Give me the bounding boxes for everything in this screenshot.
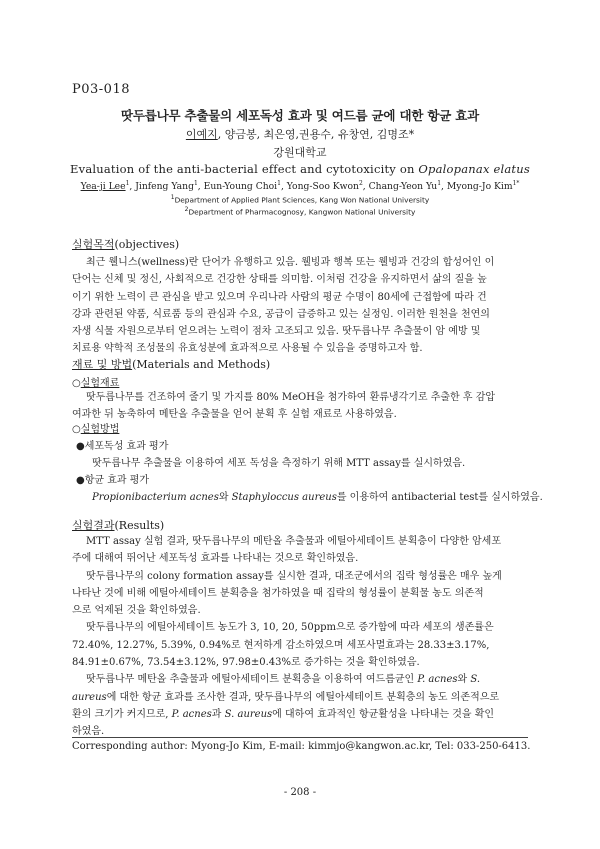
results-p4-species: P. acnes (417, 674, 458, 686)
filled-bullet-icon: ● (76, 475, 85, 486)
species-p-acnes: Propionibacterium acnes (92, 492, 219, 503)
bullet-cytotoxicity (76, 437, 168, 452)
objectives-heading-ko: 실험목적 (72, 238, 115, 251)
bullet-antibacterial-text (92, 488, 543, 503)
bullet-antibacterial (76, 471, 149, 486)
results-p4-text: 환의 크기가 커지므로, (72, 708, 172, 720)
filled-bullet-icon: ● (76, 441, 85, 452)
results-line: 주에 대해여 뛰어난 세포독성 효과를 나타내는 것으로 확인하였음. (72, 553, 359, 565)
materials-line: 여과한 뒤 농축하여 메탄올 추출물을 얻어 분획 후 실험 재료로 사용하였음. (72, 409, 397, 421)
abstract-code: P03-018 (72, 82, 130, 97)
author-en-4: Yong-Soo Kwon (286, 181, 359, 193)
bullet-cytotoxicity-text: 땃두릅나무 추출물을 이용하여 세포 독성을 측정하기 위해 MTT assay를 실시하였음. (92, 458, 466, 469)
circle-bullet-icon: ○ (72, 424, 81, 435)
bullet-cytotoxicity-label: 세포독성 효과 평가 (84, 441, 169, 452)
title-english (0, 162, 600, 176)
title-english-prefix: Evaluation of the anti-bacterial effect and cytotoxicity on (70, 162, 419, 176)
department-1 (0, 194, 600, 204)
results-line: 84.91±0.67%, 73.54±3.12%, 97.98±0.43%로 증가하는 것을 확인하였음. (72, 657, 420, 669)
objectives-line: 이기 위한 노력이 큰 관심을 받고 있으며 우리나라 사람의 평균 수명이 80세에 근접함에 따라 건 (72, 291, 487, 303)
results-body (72, 533, 542, 741)
author-en-1: Yea-ji Lee (80, 181, 126, 193)
circle-bullet-icon: ○ (72, 378, 81, 389)
title-korean: 땃두릅나무 추출물의 세포독성 효과 및 여드름 균에 대한 항균 효과 (121, 108, 479, 123)
objectives-line: 최근 웰니스(wellness)란 단어가 유행하고 있음. 웰빙과 행복 또는 웰빙과 건강의 합성어인 이 (86, 257, 495, 268)
objectives-line: 강과 관련된 약품, 식료품 등의 관심과 수요, 공급이 급증하고 있는 실정임. 이러한 원천을 천연의 (72, 308, 490, 320)
results-line: 72.40%, 12.27%, 5.39%, 0.94%로 현저하게 감소하였으며 세포사멸효과는 28.33±3.17%, (72, 639, 490, 651)
objectives-line: 단어는 신체 및 정신, 사회적으로 건강한 상태를 의미함. 이처럼 건강을 유지하면서 삶의 질을 높 (72, 274, 487, 286)
objectives-heading-en: (objectives) (114, 238, 180, 251)
author-en-1-sup: 1 (125, 180, 130, 187)
materials-label-text: 실험재료 (80, 378, 120, 389)
footer-divider (72, 737, 528, 738)
methods-heading (72, 356, 270, 372)
authors-korean (0, 126, 600, 142)
results-p4-text: 과 (211, 708, 225, 720)
results-p4-species: S. aureus (224, 708, 273, 720)
author-en-5-sup: 1 (437, 180, 442, 187)
affiliation-korean: 강원대학교 (273, 146, 327, 159)
author-en-2: Jinfeng Yang (135, 181, 194, 193)
bullet2-tail: 를 이용하여 antibacterial test를 실시하였음. (336, 492, 543, 503)
results-heading-en: (Results) (114, 519, 165, 532)
department-2-text: Department of Pharmacognosy, Kangwon National University (188, 207, 416, 217)
materials-body (72, 389, 542, 424)
results-heading (72, 517, 164, 533)
objectives-line: 자생 식물 자원으로부터 얻으려는 노력이 점차 고조되고 있음. 땃두릅나무 추출물이 암 예방 및 (72, 326, 481, 338)
bullet2-mid: 와 (218, 492, 232, 503)
species-s-aureus: Staphyloccus aureus (231, 492, 337, 503)
results-p4-species: aureus (72, 691, 107, 703)
corresponding-author: Corresponding author: Myong-Jo Kim, E-mail: kimmjo@kangwon.ac.kr, Tel: 033-250-6413. (72, 741, 531, 752)
results-line (72, 706, 542, 723)
presenting-author-ko: 이예지 (185, 128, 218, 141)
results-p4-text: 땃두릅나무 메탄올 추출물과 에틸아세테이트 분획층을 이용하여 여드름균인 (86, 674, 418, 686)
results-heading-ko: 실험결과 (72, 519, 115, 532)
results-p4-species: S. (470, 674, 481, 686)
objectives-line: 치료용 약학적 조성물의 유효성분에 효과적으로 사용될 수 있음을 증명하고자 함. (72, 343, 423, 355)
author-en-6-sup: 1* (512, 180, 520, 187)
results-line: 땃두릅나무의 에틸아세테이트 농도가 3, 10, 20, 50ppm으로 증가함에 따라 세포의 생존률은 (86, 622, 494, 634)
bullet-antibacterial-label: 항균 효과 평가 (84, 475, 150, 486)
objectives-heading (72, 236, 179, 252)
department-1-text: Department of Applied Plant Sciences, Kang Won National University (174, 195, 430, 205)
results-p4-text: 와 (457, 674, 471, 686)
title-english-species: Opalopanax elatus (418, 162, 530, 176)
author-en-5: Chang-Yeon Yu (368, 181, 438, 193)
author-en-3: Eun-Young Choi (203, 181, 278, 193)
author-en-6: Myong-Jo Kim (446, 181, 513, 193)
department-2-sup: 2 (184, 206, 189, 213)
results-line: 으로 억제된 것을 확인하였음. (72, 605, 201, 617)
results-line: 나타난 것에 비해 에틸아세테이트 분획층을 첨가하였을 때 집락의 형성률이 분획물 농도 의존적 (72, 587, 484, 599)
co-authors-ko: , 양금봉, 최은영,권용수, 유창연, 김명조* (217, 128, 415, 141)
results-p4-text: 에 대한 항균 효과를 조사한 결과, 땃두릅나무의 에틸아세테이트 분획층의 농도 의존적으로 (106, 691, 500, 703)
results-p4-text: 에 대하여 효과적인 항균활성을 나타내는 것을 확인 (272, 708, 495, 720)
authors-english: Yea-ji Lee$^1$, Jinfeng Yang$^1$, Eun-Young Choi$^1$, Yong-Soo Kwon$^2$, Chang-Yeon Yu$^1$, Myong-Jo Kim$^{1*}$ (80, 180, 520, 193)
methods-label-text: 실험방법 (80, 424, 120, 435)
department-1-sup: 1 (170, 194, 175, 201)
results-line (72, 671, 542, 688)
methods-heading-ko: 재료 및 방법 (72, 358, 133, 371)
materials-label (72, 374, 119, 389)
page-number: - 208 - (283, 787, 317, 798)
author-en-4-sup: 2 (358, 180, 363, 187)
results-line: 하였음. (72, 726, 105, 738)
results-line (72, 689, 542, 706)
objectives-body (72, 254, 542, 358)
methods-heading-en: (Materials and Methods) (132, 358, 271, 371)
methods-label (72, 420, 119, 435)
author-en-3-sup: 1 (277, 180, 281, 187)
materials-line: 땃두릅나무를 건조하여 줄기 및 가지를 80% MeOH을 첨가하여 환류냉각기로 추출한 후 감압 (86, 392, 496, 403)
results-line: 땃두릅나무의 colony formation assay를 실시한 결과, 대조군에서의 집락 형성률은 매우 높게 (86, 570, 502, 582)
author-en-2-sup: 1 (193, 180, 198, 187)
results-p4-species: P. acnes (171, 708, 212, 720)
department-2 (0, 206, 600, 216)
results-line: MTT assay 실험 결과, 땃두릅나무의 메탄올 추출물과 에틸아세테이트 분획층이 다양한 암세포 (86, 536, 502, 547)
